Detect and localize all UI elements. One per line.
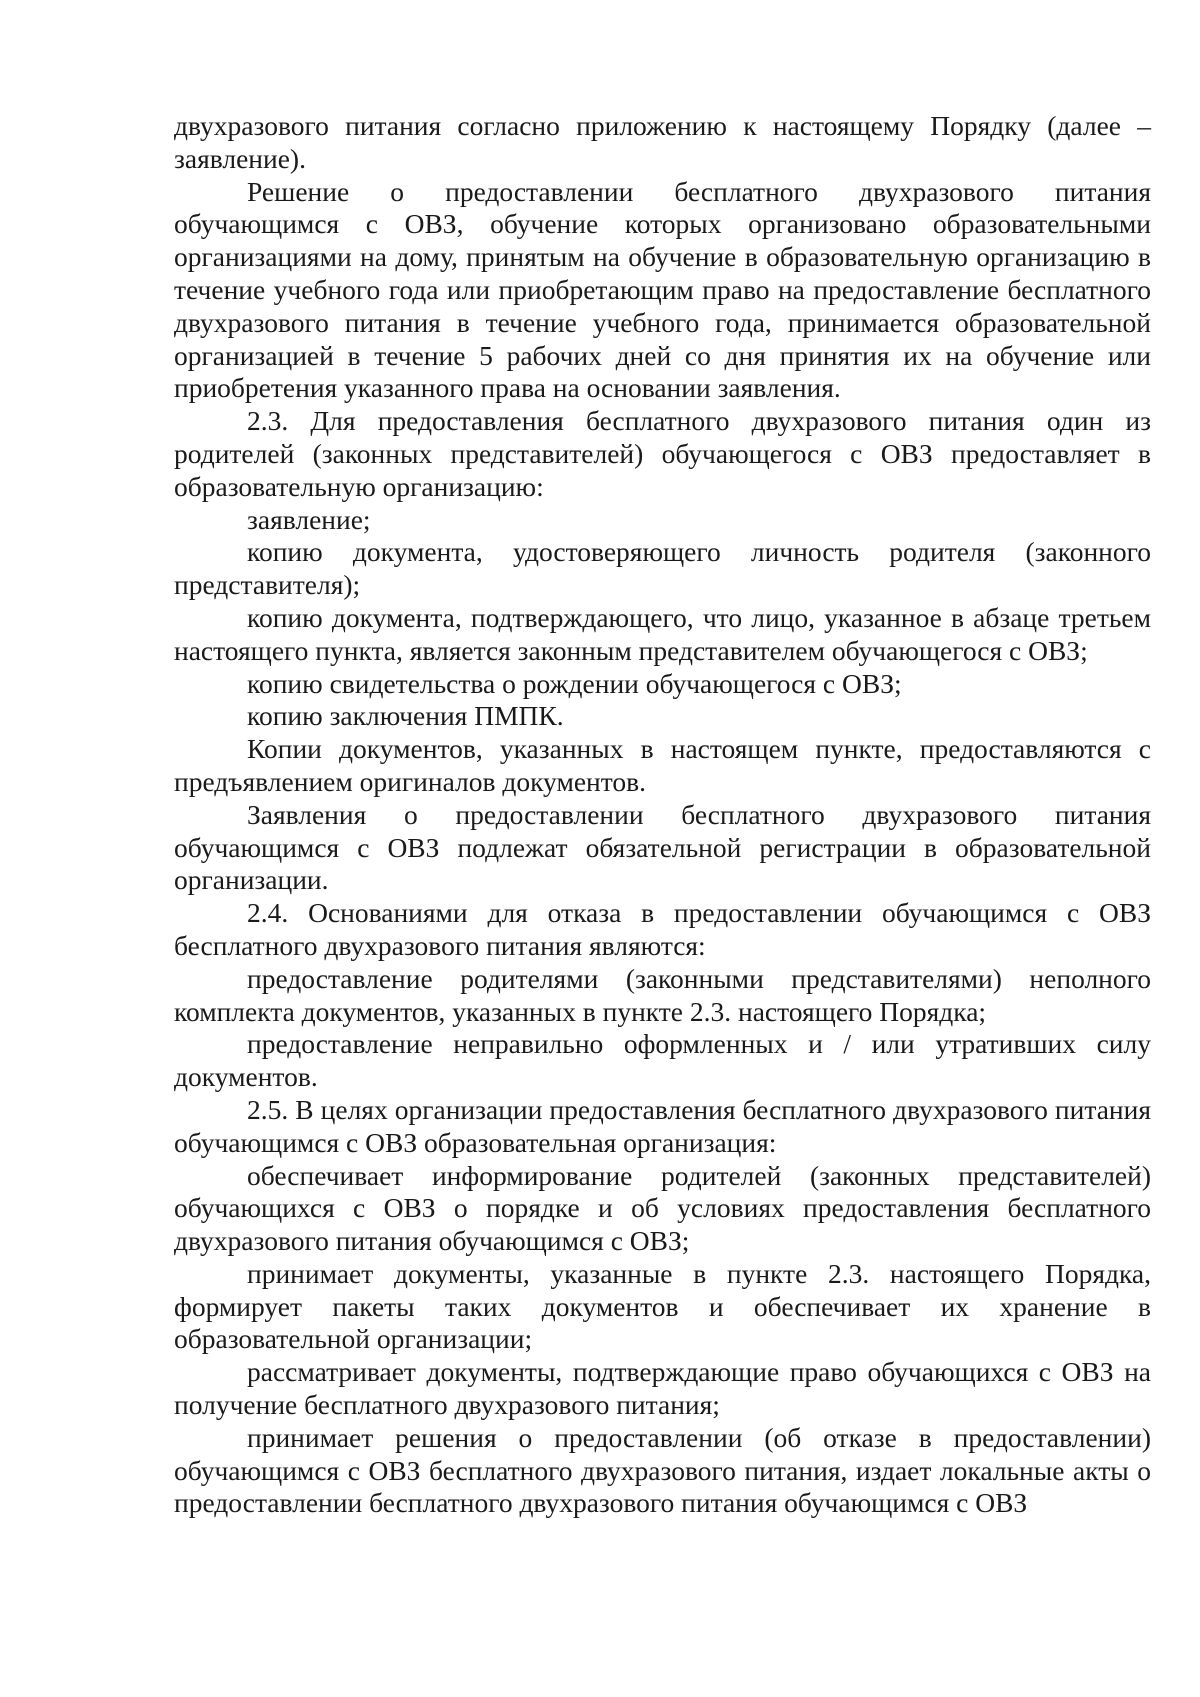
list-item-accepts-documents: принимает документы, указанные в пункте 2.3. настоящего Порядка, формирует пакеты таких документов и обеспечивает их хранение в образовательной организации; <box>174 1257 1151 1355</box>
paragraph-2-3: 2.3. Для предоставления бесплатного двухразового питания один из родителей (законных представителей) обучающегося с ОВЗ предоставляет в образовательную организацию: <box>174 405 1151 502</box>
list-item-makes-decisions: принимает решения о предоставлении (об отказе в предоставлении) обучающимся с ОВЗ бесплатного двухразового питания, издает локальные акты о предоставлении бесплатного двухразового питания обучающимся с ОВЗ <box>174 1421 1151 1519</box>
document-page <box>174 110 1151 1520</box>
paragraph-decision: Решение о предоставлении бесплатного двухразового питания обучающимся с ОВЗ, обучение которых организовано образовательными организациями на дому, принятым на обучение в образовательную организацию в течение учебного года или приобретающим право на предоставление бесплатного двухразового питания в течение учебного года, принимается образовательной организацией в течение 5 рабочих дней со дня принятия их на обучение или приобретения указанного права на основании заявления. <box>174 175 1151 404</box>
paragraph-registration: Заявления о предоставлении бесплатного двухразового питания обучающимся с ОВЗ подлежат обязательной регистрации в образовательной организации. <box>174 798 1151 896</box>
list-item-birth-certificate: копию свидетельства о рождении обучающегося с ОВЗ; <box>247 667 902 699</box>
list-item-informing: обеспечивает информирование родителей (законных представителей) обучающихся с ОВЗ о порядке и об условиях предоставления бесплатного двухразового питания обучающимся с ОВЗ; <box>174 1159 1151 1257</box>
list-item-representative-copy: копию документа, подтверждающего, что лицо, указанное в абзаце третьем настоящего пункта, является законным представителем обучающегося с ОВЗ; <box>174 601 1151 666</box>
list-item-incomplete-set: предоставление родителями (законными представителями) неполного комплекта документов, указанных в пункте 2.3. настоящего Порядка; <box>174 962 1151 1027</box>
list-item-reviews-documents: рассматривает документы, подтверждающие право обучающихся с ОВЗ на получение бесплатного двухразового питания; <box>174 1356 1151 1421</box>
paragraph-2-4: 2.4. Основаниями для отказа в предоставлении обучающимся с ОВЗ бесплатного двухразового питания являются: <box>174 897 1151 961</box>
paragraph-2-5: 2.5. В целях организации предоставления бесплатного двухразового питания обучающимся с ОВЗ образовательная организация: <box>174 1093 1151 1158</box>
paragraph-continuation: двухразового питания согласно приложению к настоящему Порядку (далее – заявление). <box>174 110 1151 174</box>
list-item-application: заявление; <box>247 503 371 535</box>
paragraph-originals: Копии документов, указанных в настоящем пункте, предоставляются с предъявлением оригиналов документов. <box>174 733 1151 797</box>
list-item-invalid-documents: предоставление неправильно оформленных и / или утративших силу документов. <box>174 1028 1151 1093</box>
list-item-pmpk-copy: копию заключения ПМПК. <box>247 700 564 732</box>
list-item-identity-copy: копию документа, удостоверяющего личность родителя (законного представителя); <box>174 536 1151 601</box>
